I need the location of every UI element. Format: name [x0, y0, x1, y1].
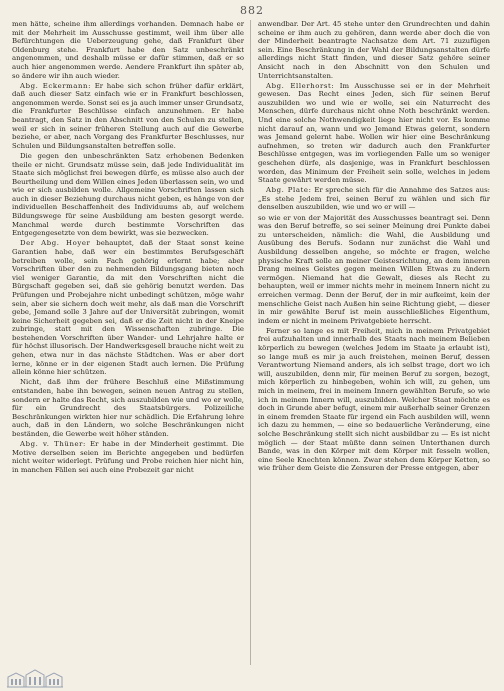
- paragraph: [12, 440, 244, 474]
- paragraph-text: Er spreche sich für die Annahme des Satzes aus: „Es stehe Jedem frei, seinen Beruf zu wählen und sich für denselben auszubilden, wie und wo er will —: [258, 186, 490, 212]
- paragraph: [258, 20, 490, 80]
- speaker-name: Abg. Ellerhorst:: [266, 81, 335, 90]
- text-column-left: [12, 20, 244, 665]
- paragraph-text: anwendbar. Der Art. 45 stehe unter den Grundrechten und dahin scheine er ihm auch zu gehören, dann werde aber doch die von der Minderheit beantragte Nachsatze dem Art. 71 zuzufügen sein. Eine Beschränkung in der Wahl der Bildungsanstalten dürfe allerdings nicht Statt finden, und dieser Satz gehöre seiner Ansicht nach in den Abschnitt von den Schulen und Unterrichtsanstalten.: [258, 20, 490, 80]
- paragraph-text: men hätte, scheine ihm allerdings vorhanden. Demnach habe er mit der Mehrheit im Ausschusse gestimmt, weil ihm über alle Befürchtungen die Ueberzeugung gehe, daß Frankfurt über Oldenburg stehe. Frankfurt habe den Satz unbeschränkt angenommen, und deshalb müsse er dafür stimmen, daß er so auch hier angenommen werde. Aendere Frankfurt ihn später ab, so ändere wir ihn auch wieder.: [12, 20, 244, 80]
- paragraph-text: Er habe in der Minderheit gestimmt. Die Motive derselben seien im Berichte angegeben und bedürfen nicht weiter widerlegt. Prüfung und Probe reichen hier nicht hin, in manchen Fällen sei auch eine Probezeit gar nicht: [12, 440, 244, 474]
- paragraph: [258, 186, 490, 212]
- paragraph-text: Im Ausschusse sei er in der Mehrheit gewesen. Das Recht eines Jeden, sich für seinen Beruf auszubilden wo und wie er wolle, sei ein Naturrecht des Menschen, dürfe durchaus nicht ohne Noth beschränkt werden. Und eine solche Nothwendigkeit liege hier nicht vor. Es komme nicht darauf an, wann und wo Jemand Etwas gelernt, sondern was Jemand gelernt habe. Wollen wir hier eine Beschränkung aufnehmen, so treten wir dadurch auch den Frankfurter Beschlüsse entgegen, was im vorliegenden Falle um so weniger geschehen dürfe, als dasjenige, was in Frankfurt beschlossen worden, das Minimum der Freiheit sein solle, welches in jedem Staate gewährt werden müsse.: [258, 81, 490, 185]
- paragraph-text: Er habe sich schon früher dafür erklärt, daß auch dieser Satz einfach wie er in Frankfurt beschlossen, angenommen werde. Sonst sei es ja auch immer unser Grundsatz, die Frankfurter Beschlüsse einfach anzunehmen. Er habe beantragt, den Satz in den Abschnitt von den Schulen zu stellen, weil er sich in seiner früheren Stellung auch auf die Gewerbe beziehe, er aber, nach Vorgang des Frankfurter Beschlusses, nur Schulen und Bildungsanstalten betreffen solle.: [12, 81, 244, 150]
- paragraph-text: Die gegen den unbeschränkten Satz erhobenen Bedenken theile er nicht. Grundsatz müsse sein, daß jede Individualität im Staate sich möglichst frei bewegen dürfe, es müsse also auch der Beurtheilung und dem Willen eines Jeden überlassen sein, wo und wie er sich ausbilden wolle. Allgemeine Vorschriften lassen sich auch in dieser Beziehung durchaus nicht geben, es hänge von der individuellen Beschaffenheit des Individuums ab, auf welchem Bildungswege für seine Ausbildung am besten gesorgt werde. Manchmal werde durch bestimmte Vorschriften das Entgegengesetzte von dem bewirkt, was sie bezwecken.: [12, 151, 244, 238]
- paragraph: [12, 152, 244, 238]
- paragraph-text: so wie er von der Majorität des Ausschusses beantragt sei. Denn was den Beruf betreffe, so sei seiner Meinung drei Punkte dabei zu unterscheiden, nämlich: die Wahl, die Ausbildung und Ausübung des Berufs. Sodann nur zunächst die Wahl und Ausbildung desselben angehe, so möchte er fragen, welche physische Kraft solle an meiner Geistesrichtung, an dem inneren Drang meines Geistes gegen meinen Willen Etwas zu ändern vermögen. Niemand hat die Gewalt, dieses als Recht zu behaupten, weil er immer nichts mehr in meinem Innern nicht zu erreichen vermag. Denn der Beruf, der in mir aufkeimt, kein der menschliche Geist nach Außen hin seine Richtung giebt, — dieser in mir gewählte Beruf ist mein ausschließliches Eigenthum, indem er nicht in meinem Privatgebiete herrscht.: [258, 213, 490, 325]
- paragraph: [12, 239, 244, 377]
- paragraph: [12, 20, 244, 80]
- speaker-name: Abg. Eckermann:: [20, 81, 91, 90]
- speaker-name: Abg. Plate:: [266, 186, 312, 195]
- speaker-name: Abg. v. Thüner:: [20, 440, 86, 448]
- library-logo: [6, 668, 64, 688]
- page-number: 882: [240, 4, 264, 17]
- text-column-right: [258, 20, 490, 665]
- paragraph: [12, 378, 244, 438]
- speaker-name: Der Abg. Hoyer: [20, 239, 91, 248]
- paragraph: [12, 82, 244, 151]
- paragraph-text: behauptet, daß der Staat sonst keine Garantien habe, daß wer ein bestimmtes Berufsgeschäft betreiben wolle, sein Fach gehörig erlernt habe; aber Vorschriften über den zu nehmenden Bildungsgang bieten noch viel weniger Garantie, da mit den Vorschriften nicht die Bürgschaft gegeben sei, daß sie gehörig benutzt werden. Das Prüfungen und Probejahre nicht unbedingt schützen, möge wahr sein, aber sie sichern doch weit mehr, als daß man die Vorschrift gebe, Jemand solle 3 Jahre auf der Universität zubringen, womit keine Sicherheit gegeben sei, daß er die Zeit nicht in der Kneipe zubringe, statt mit den Wissenschaften zubringe. Die bestehenden Vorschriften über Wander- und Lehrjahre halte er für höchst illusorisch. Der Handwerksgesell brauche nicht weit zu gehen, etwa nur in das nächste Städtchen. Was er aber dort lerne, könne er in der eigenen Stadt auch lernen. Die Prüfung allein könne hier schützen.: [12, 239, 244, 377]
- column-divider: [250, 20, 251, 665]
- paragraph: [258, 82, 490, 185]
- paragraph: [258, 214, 490, 326]
- paragraph: [258, 327, 490, 473]
- paragraph-text: Nicht, daß ihm der frühere Beschluß eine Mißstimmung entstanden, habe ihn bewegen, seinen neuen Antrag zu stellen, sondern er halte das Recht, sich auszubilden wie und wo er wolle, für ein Grundrecht des Staatsbürgers. Polizeiliche Beschränkungen wirkten hier nur schädlich. Die Erfahrung lehre auch, daß in den Ländern, wo solche Beschränkungen nicht beständen, die Gewerbe weit höher ständen.: [12, 378, 244, 438]
- building-facade-icon: [6, 668, 64, 688]
- paragraph-text: Ferner so lange es mit Freiheit, mich in meinem Privatgebiet frei aufzuhalten und innerhalb des Staats nach meinem Belieben körperlich zu bewegen (welches Jedem im Staate ja erlaubt ist), so lange muß es mir ja auch freistehen, meinen Beruf, dessen Verantwortung Niemand anders, als ich selbst trage, dort wo ich will, auszubilden, denn mir, für meinen Beruf zu sorgen, bezogt, mich körperlich zu hinbegeben, wohin ich will, zu gehen, um mich in meinem, frei in meinem Innern gewählten Berufe, so wie ich in meinem Innern will, auszubilden. Welcher Staat möchte es doch in Grunde aber befugt, einem mir außerhalb seiner Grenzen in einem fremden Staate für irgend ein Fach ausbilden will, wenn ich dazu zu hemmen, — eine so bedauerliche Veränderung, eine solche Beschränkung stellt sich nicht ausbildbar zu — Es ist nicht möglich — der Staat müßte dann seinen Unterthanen durch Bande, was in den Körper mit dem Körper mit fesseln wollen, eine Seele Knechten können. Zwar stehen dem Körper Ketten, so wie früher dem Geiste die Zensuren der Presse entgegen, aber: [258, 326, 490, 473]
